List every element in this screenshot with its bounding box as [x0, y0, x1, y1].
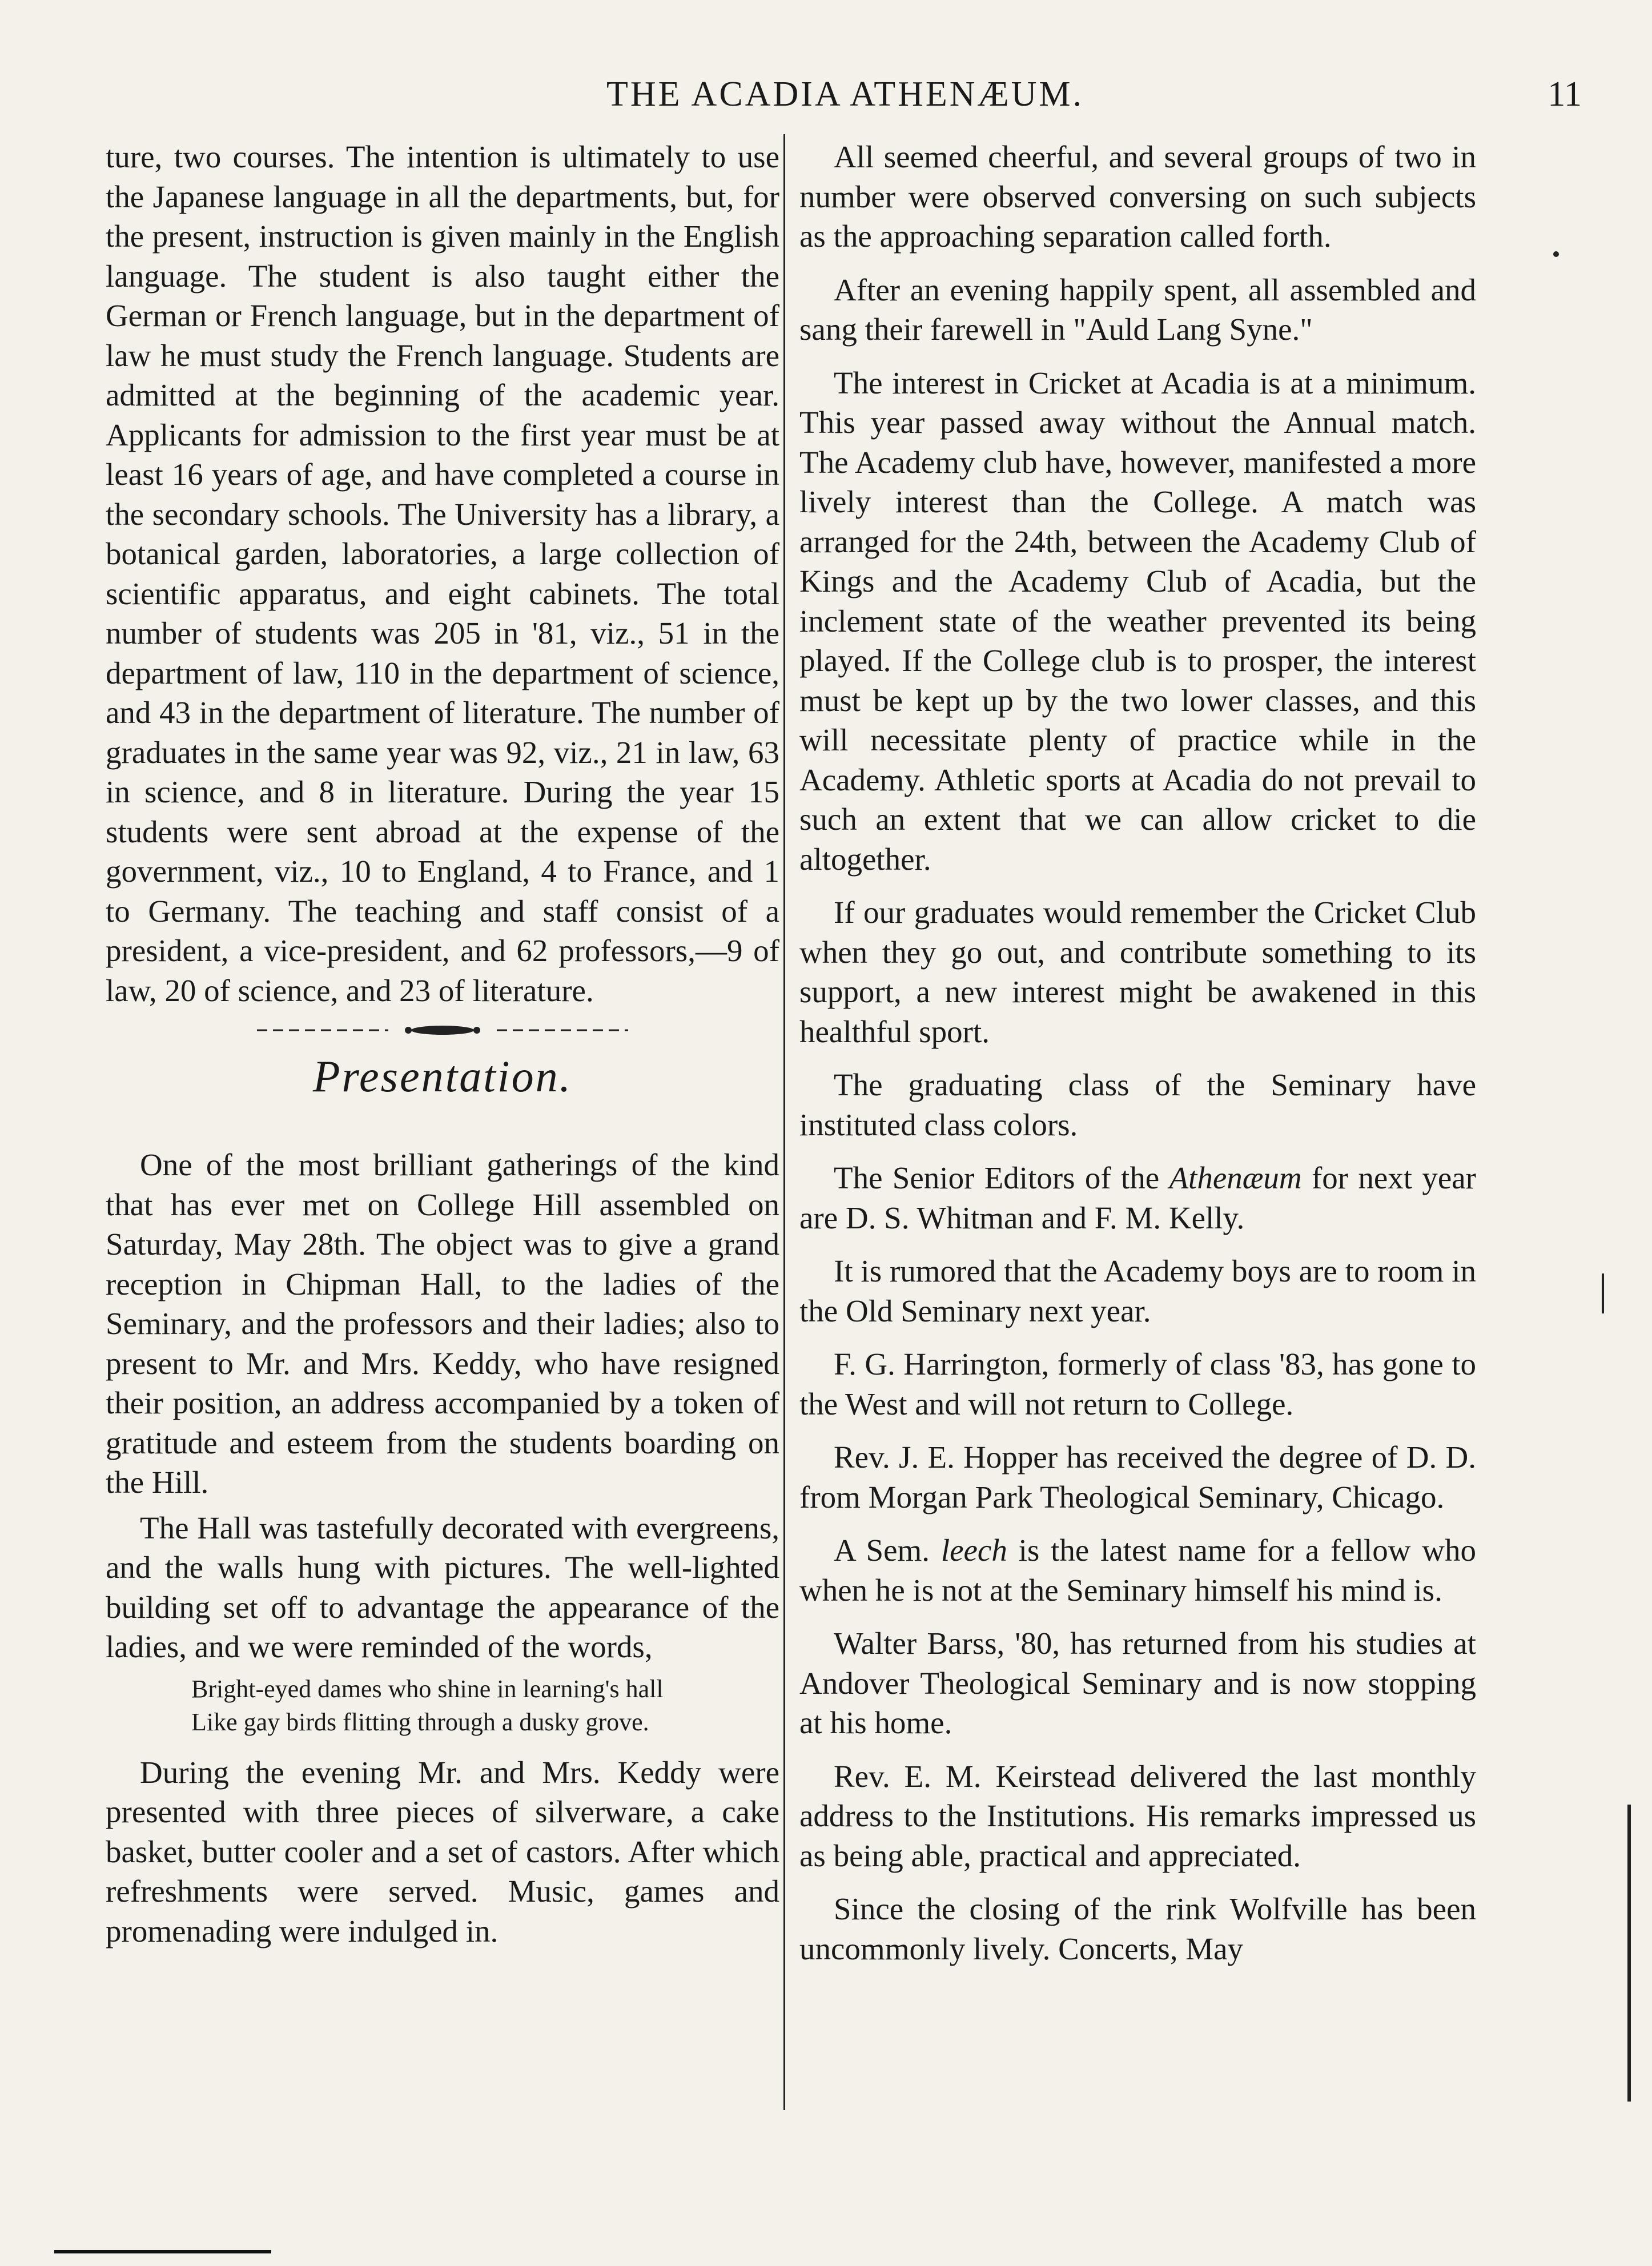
paragraph-cheerful: All seemed cheerful, and several groups of two in number were observed conversing on such subjects as the approaching separation called forth.: [799, 139, 1476, 254]
verse-line: Like gay birds flitting through a dusky grove.: [191, 1707, 649, 1736]
section-title-presentation: Presentation.: [312, 1051, 573, 1101]
paragraph-hall-decoration: The Hall was tastefully decorated with evergreens, and the walls hung with pictures. The well-lighted building set off to advantage the appearance of the ladies, and we were reminded of the words,: [106, 1510, 779, 1664]
text-run: for next year are D. S. Whitman and F. M. Kelly.: [799, 1160, 1476, 1235]
publication-title: Athenæum: [1169, 1160, 1302, 1195]
left-column: [106, 137, 779, 1951]
text-run: is the latest name for a fellow who when he is not at the Seminary himself his mind is.: [799, 1533, 1476, 1608]
paragraph-barss: Walter Barss, '80, has returned from his studies at Andover Theological Seminary and is now stopping at his home.: [799, 1626, 1476, 1740]
margin-scan-mark: [1602, 1273, 1604, 1313]
paragraph-gathering: One of the most brilliant gatherings of the kind that has ever met on College Hill assembled on Saturday, May 28th. The object was to give a grand reception in Chipman Hall, to the ladies of the Seminary, and the professors and their ladies; also to present to Mr. and Mrs. Keddy, who have resigned their position, an address accompanied by a token of gratitude and esteem from the students boarding on the Hill.: [106, 1147, 779, 1500]
paragraph-cricket: The interest in Cricket at Acadia is at a minimum. This year passed away without the Annual match. The Academy club have, however, manifested a more lively interest than the College. A match was arranged for the 24th, between the Academy Club of Kings and the Academy Club of Acadia, but the inclement state of the weather prevented its being played. If the College club is to prosper, the interest must be kept up by the two lower classes, and this will necessitate plenty of practice while in the Academy. Athletic sports at Acadia do not prevail to such an extent that we can allow cricket to die altogether.: [799, 365, 1476, 877]
section-divider-ornament: [257, 1023, 628, 1038]
paragraph-academy-boys: It is rumored that the Academy boys are to room in the Old Seminary next year.: [799, 1253, 1476, 1328]
paragraph-evening-presentation: During the evening Mr. and Mrs. Keddy were presented with three pieces of silverware, a cake basket, butter cooler and a set of castors. After which refreshments were served. Music, games and promenading were indulged in.: [106, 1754, 779, 1948]
right-column: [799, 137, 1476, 1982]
paragraph-class-colors: The graduating class of the Seminary have instituted class colors.: [799, 1067, 1476, 1142]
paragraph-sem-leech: [799, 1530, 1476, 1610]
paragraph-cricket-club: If our graduates would remember the Cricket Club when they go out, and contribute something to its support, a new interest might be awakened in this healthful sport.: [799, 895, 1476, 1049]
paragraph-senior-editors: [799, 1158, 1476, 1238]
page-header: [108, 74, 1582, 120]
paragraph-keirstead: Rev. E. M. Keirstead delivered the last monthly address to the Institutions. His remarks impressed us as being able, practical and appreciated.: [799, 1758, 1476, 1873]
paragraph-farewell: After an evening happily spent, all assembled and sang their farewell in "Auld Lang Syne.": [799, 272, 1476, 347]
verse-line: Bright-eyed dames who shine in learning's hall: [191, 1674, 664, 1703]
footer-rule: [54, 2250, 271, 2253]
italic-word: leech: [940, 1533, 1007, 1568]
running-head: THE ACADIA ATHENÆUM.: [606, 75, 1084, 114]
margin-scan-mark: [1553, 251, 1559, 257]
margin-scan-mark: [1627, 1805, 1631, 2102]
paragraph-harrington: F. G. Harrington, formerly of class '83, has gone to the West and will not return to College.: [799, 1347, 1476, 1421]
column-rule: [783, 134, 785, 2110]
text-run: A Sem.: [834, 1533, 941, 1568]
text-run: The Senior Editors of the: [834, 1160, 1169, 1195]
paragraph-wolfville: Since the closing of the rink Wolfville has been uncommonly lively. Concerts, May: [799, 1891, 1476, 1966]
paragraph-university-stats: ture, two courses. The intention is ultimately to use the Japanese language in all the departments, but, for the present, instruction is given mainly in the English language. The student is also taught either the German or French language, but in the department of law he must study the French language. Students are admitted at the beginning of the academic year. Applicants for admission to the first year must be at least 16 years of age, and have completed a course in the secondary schools. The University has a library, a botanical garden, laboratories, a large collection of scientific apparatus, and eight cabinets. The total number of students was 205 in '81, viz., 51 in the department of law, 110 in the department of science, and 43 in the department of literature. The number of graduates in the same year was 92, viz., 21 in law, 63 in science, and 8 in literature. During the year 15 students were sent abroad at the expense of the government, viz., 10 to England, 4 to France, and 1 to Germany. The teaching and staff consist of a president, a vice-president, and 62 professors,—9 of law, 20 of science, and 23 of literature.: [106, 139, 779, 1008]
page-number: 11: [1548, 75, 1582, 114]
verse-quotation: [191, 1673, 779, 1739]
paragraph-hopper: Rev. J. E. Hopper has received the degree of D. D. from Morgan Park Theological Seminary, Chicago.: [799, 1440, 1476, 1514]
